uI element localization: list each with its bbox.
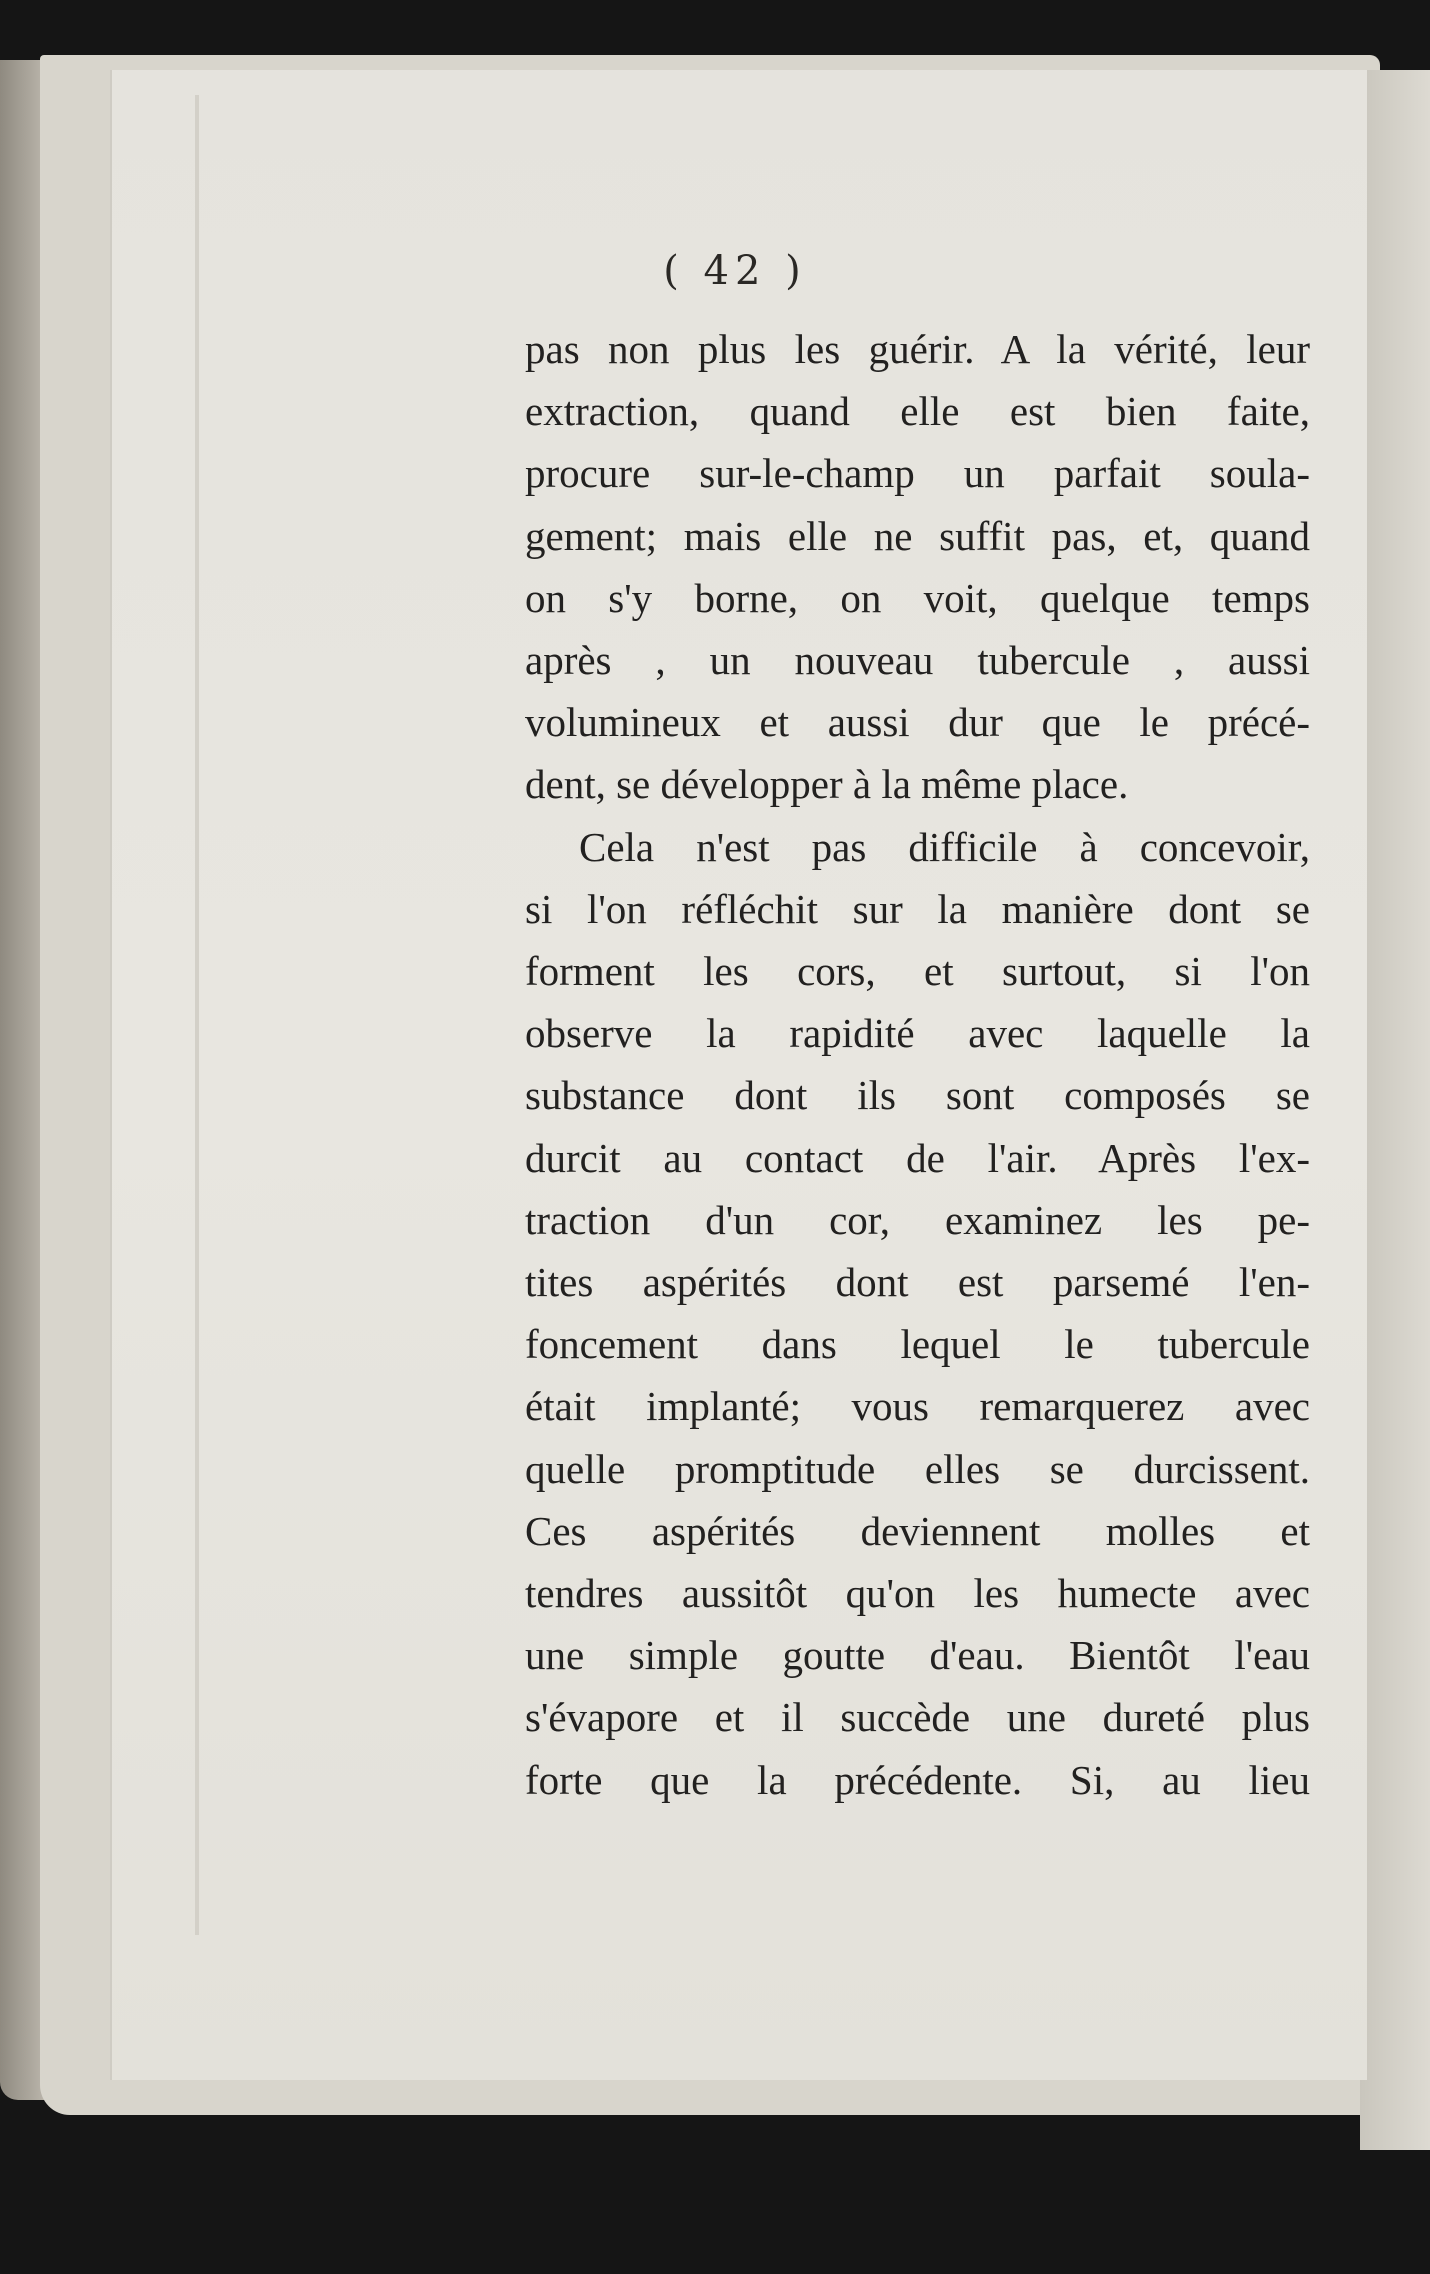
text-line: foncement dans lequel le tubercule <box>525 1321 1310 1368</box>
text-line: tendres aussitôt qu'on les humecte avec <box>525 1570 1310 1617</box>
text-line: quelle promptitude elles se durcissent. <box>525 1445 1310 1492</box>
page-number: ( 42 ) <box>663 248 807 294</box>
text-line: si l'on réfléchit sur la manière dont se <box>525 885 1310 932</box>
text-line: procure sur-le-champ un parfait soula- <box>525 450 1310 497</box>
body-text <box>525 318 1310 1811</box>
text-line: volumineux et aussi dur que le précé- <box>525 699 1310 746</box>
text-line: substance dont ils sont composés se <box>525 1072 1310 1119</box>
text-line: forment les cors, et surtout, si l'on <box>525 948 1310 995</box>
text-line: Cela n'est pas difficile à concevoir, <box>579 823 1310 870</box>
text-line: était implanté; vous remarquerez avec <box>525 1383 1310 1430</box>
text-line: extraction, quand elle est bien faite, <box>525 388 1310 435</box>
text-line: s'évapore et il succède une dureté plus <box>525 1694 1310 1741</box>
text-line: forte que la précédente. Si, au lieu <box>525 1756 1310 1803</box>
text-line: observe la rapidité avec laquelle la <box>525 1010 1310 1057</box>
text-line: durcit au contact de l'air. Après l'ex- <box>525 1134 1310 1181</box>
text-line: après , un nouveau tubercule , aussi <box>525 637 1310 684</box>
text-line: Ces aspérités deviennent molles et <box>525 1507 1310 1554</box>
text-line: on s'y borne, on voit, quelque temps <box>525 574 1310 621</box>
page-fold-mark <box>195 95 199 1935</box>
text-line: dent, se développer à la même place. <box>525 761 1129 808</box>
text-line: pas non plus les guérir. A la vérité, leur <box>525 326 1310 372</box>
adjacent-page-edge <box>1360 70 1430 2150</box>
text-line: gement; mais elle ne suffit pas, et, quand <box>525 512 1310 559</box>
text-line: traction d'un cor, examinez les pe- <box>525 1196 1310 1243</box>
text-line: une simple goutte d'eau. Bientôt l'eau <box>525 1632 1310 1679</box>
text-line: tites aspérités dont est parsemé l'en- <box>525 1259 1310 1306</box>
